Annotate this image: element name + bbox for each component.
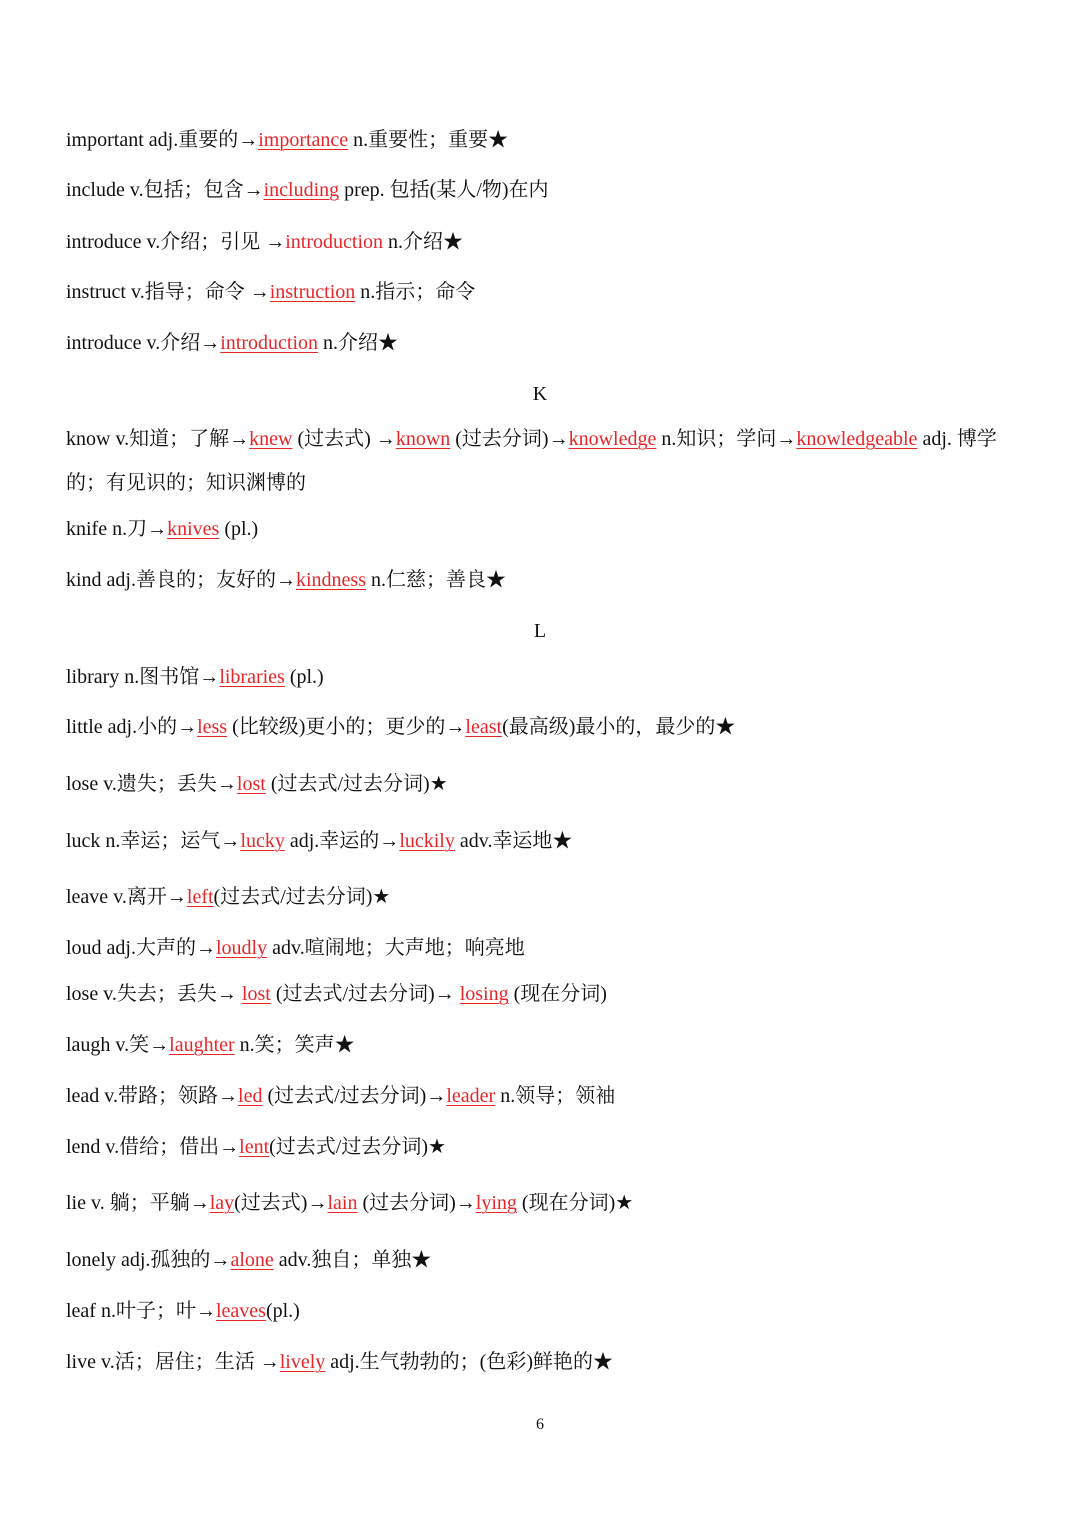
derived-word: lost bbox=[236, 773, 266, 795]
entry-text: (过去式/过去分词)→ bbox=[270, 983, 460, 1005]
entry-text: leaf n.叶子；叶→ bbox=[66, 1300, 216, 1322]
entry-text: introduce v.介绍；引见 → bbox=[66, 231, 286, 253]
entry-text: (现在分词) bbox=[508, 983, 607, 1005]
vocab-entry bbox=[66, 516, 1020, 542]
vocab-entry bbox=[66, 884, 1020, 910]
entry-text: library n.图书馆→ bbox=[66, 666, 220, 688]
derived-word: loudly bbox=[216, 937, 268, 959]
entry-text: laugh v.笑→ bbox=[66, 1034, 170, 1056]
derived-word: knives bbox=[167, 518, 220, 540]
vocab-entry bbox=[66, 1032, 1020, 1058]
entry-text: (现在分词)★ bbox=[516, 1192, 634, 1214]
vocab-entry bbox=[66, 1349, 1020, 1375]
entry-text: know v.知道；了解→ bbox=[66, 428, 250, 450]
entry-text: adv.独自；单独★ bbox=[273, 1249, 432, 1271]
derived-word: importance bbox=[258, 129, 349, 151]
derived-word: left bbox=[186, 886, 214, 908]
derived-word: knowledgeable bbox=[796, 428, 918, 450]
vocab-entry bbox=[66, 771, 1020, 797]
section-letter: L bbox=[533, 620, 547, 642]
derived-word: led bbox=[238, 1085, 263, 1107]
vocab-entry bbox=[66, 1134, 1020, 1160]
entry-text: (过去式)→ bbox=[234, 1192, 328, 1214]
derived-word: leaves bbox=[215, 1300, 266, 1322]
derived-word: losing bbox=[459, 983, 509, 1005]
derived-word: alone bbox=[230, 1249, 274, 1271]
derived-word: instruction bbox=[269, 281, 356, 303]
entry-text: kind adj.善良的；友好的→ bbox=[66, 569, 296, 591]
entry-text: n.笑；笑声★ bbox=[234, 1034, 355, 1056]
derived-word: less bbox=[197, 716, 228, 738]
entry-text: (过去分词)→ bbox=[450, 428, 569, 450]
entry-text: (过去式) → bbox=[292, 428, 396, 450]
entry-text: n.领导；领袖 bbox=[495, 1085, 616, 1107]
entry-text: (pl.) bbox=[265, 1300, 300, 1322]
entry-text: loud adj.大声的→ bbox=[66, 937, 216, 959]
vocab-entry bbox=[66, 567, 1020, 593]
derived-word: laughter bbox=[169, 1034, 235, 1056]
entry-text: adv.喧闹地；大声地；响亮地 bbox=[267, 937, 525, 959]
derived-word: lent bbox=[239, 1136, 270, 1158]
entry-text: n.介绍★ bbox=[318, 332, 398, 354]
vocab-entry bbox=[66, 330, 1020, 356]
vocab-entry bbox=[66, 1298, 1020, 1324]
derived-word: lying bbox=[475, 1192, 517, 1214]
vocab-entry bbox=[66, 177, 1020, 203]
entry-text: important adj.重要的→ bbox=[66, 129, 259, 151]
section-letter: K bbox=[532, 383, 548, 405]
entry-text: lead v.带路；领路→ bbox=[66, 1085, 239, 1107]
derived-word: lay bbox=[209, 1192, 235, 1214]
derived-word: libraries bbox=[219, 666, 285, 688]
vocab-entry bbox=[66, 417, 1020, 505]
entry-text: n.重要性；重要★ bbox=[348, 129, 509, 151]
entry-text: lonely adj.孤独的→ bbox=[66, 1249, 231, 1271]
derived-word: luckily bbox=[399, 830, 455, 852]
entry-text: (过去式/过去分词)→ bbox=[262, 1085, 447, 1107]
entry-text: n.仁慈；善良★ bbox=[366, 569, 506, 591]
entry-text: adv.幸运地★ bbox=[454, 830, 573, 852]
entry-text: include v.包括；包含→ bbox=[66, 179, 264, 201]
derived-word: knowledge bbox=[568, 428, 657, 450]
vocab-entry bbox=[66, 127, 1020, 153]
entry-text: n.指示；命令 bbox=[355, 281, 476, 303]
vocab-entry bbox=[66, 229, 1020, 255]
entry-text: little adj.小的→ bbox=[66, 716, 198, 738]
entry-text: (pl.) bbox=[284, 666, 324, 688]
entry-text: adj.生气勃勃的；(色彩)鲜艳的★ bbox=[325, 1351, 614, 1373]
derived-word: kindness bbox=[296, 569, 366, 591]
entry-text: (最高级)最小的，最少的★ bbox=[502, 716, 736, 738]
entry-text: (过去分词)→ bbox=[357, 1192, 476, 1214]
entry-text: adj. 博学的；有见识的；知识渊博的 bbox=[66, 428, 997, 494]
entry-text: lose v.遗失；丢失→ bbox=[66, 773, 237, 795]
entry-text: lend v.借给；借出→ bbox=[66, 1136, 240, 1158]
entry-text: lose v.失去；丢失→ bbox=[66, 983, 242, 1005]
derived-word: knew bbox=[249, 428, 293, 450]
entry-text: instruct v.指导；命令 → bbox=[66, 281, 270, 303]
derived-word: introduction bbox=[220, 332, 318, 354]
derived-word: introduction bbox=[285, 231, 383, 253]
derived-word: lucky bbox=[240, 830, 285, 852]
entry-text: (过去式/过去分词)★ bbox=[213, 886, 391, 908]
derived-word: known bbox=[395, 428, 451, 450]
vocab-entry bbox=[66, 935, 1020, 961]
entry-text: knife n.刀→ bbox=[66, 518, 168, 540]
entry-text: live v.活；居住；生活 → bbox=[66, 1351, 280, 1373]
vocab-entry bbox=[66, 714, 1020, 740]
entry-text: prep. 包括(某人/物)在内 bbox=[339, 179, 549, 201]
entry-text: introduce v.介绍→ bbox=[66, 332, 221, 354]
entry-text: (pl.) bbox=[219, 518, 259, 540]
derived-word: least bbox=[465, 716, 503, 738]
derived-word: leader bbox=[446, 1085, 496, 1107]
entry-text: (过去式/过去分词)★ bbox=[265, 773, 448, 795]
vocab-entry bbox=[66, 981, 1020, 1007]
derived-word: lain bbox=[327, 1192, 358, 1214]
derived-word: including bbox=[263, 179, 340, 201]
vocab-entry bbox=[66, 1190, 1020, 1216]
page-number: 6 bbox=[536, 1416, 544, 1433]
vocab-entry bbox=[66, 1247, 1020, 1273]
entry-text: luck n.幸运；运气→ bbox=[66, 830, 241, 852]
entry-text: (比较级)更小的；更少的→ bbox=[227, 716, 466, 738]
entry-text: leave v.离开→ bbox=[66, 886, 187, 908]
entry-text: n.知识；学问→ bbox=[656, 428, 797, 450]
vocab-entry bbox=[66, 1083, 1020, 1109]
vocab-entry bbox=[66, 279, 1020, 305]
vocab-entry bbox=[66, 828, 1020, 854]
vocab-entry bbox=[66, 664, 1020, 690]
derived-word: lost bbox=[241, 983, 271, 1005]
entry-text: lie v. 躺；平躺→ bbox=[66, 1192, 210, 1214]
derived-word: lively bbox=[279, 1351, 326, 1373]
entry-text: n.介绍★ bbox=[383, 231, 463, 253]
entry-text: (过去式/过去分词)★ bbox=[269, 1136, 446, 1158]
entry-text: adj.幸运的→ bbox=[284, 830, 400, 852]
